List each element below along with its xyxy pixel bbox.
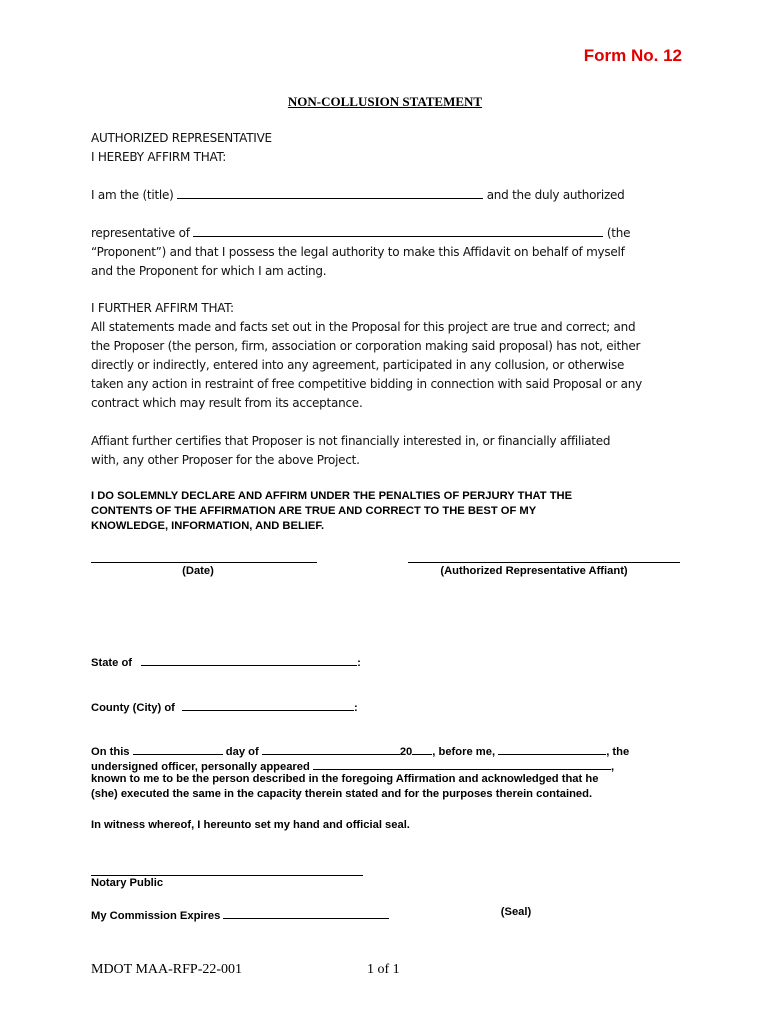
- county-field: [91, 698, 681, 716]
- footer-page-number: 1 of 1: [367, 962, 400, 977]
- the-label: , the: [606, 746, 630, 758]
- year-blank-field[interactable]: [412, 742, 432, 755]
- appeared-blank-field[interactable]: [313, 757, 611, 770]
- on-this-label: On this: [91, 746, 130, 758]
- day-blank-field[interactable]: [133, 742, 223, 755]
- county-label: County (City) of: [91, 702, 175, 714]
- affiant-line: Affiant further certifies that Proposer is not financially interested in, or financially affiliated: [91, 434, 611, 448]
- declaration-line: I DO SOLEMNLY DECLARE AND AFFIRM UNDER THE PENALTIES OF PERJURY THAT THE: [91, 490, 573, 502]
- declaration-line: KNOWLEDGE, INFORMATION, AND BELIEF.: [91, 520, 325, 532]
- title-suffix: and the duly authorized: [486, 188, 625, 202]
- state-field: [91, 653, 681, 671]
- before-me-label: , before me,: [432, 746, 496, 758]
- officer-blank-field[interactable]: [498, 742, 606, 755]
- representative-blank-field[interactable]: [193, 224, 603, 237]
- further-line: taken any action in restraint of free competitive bidding in connection with said Proposal or any: [91, 377, 642, 391]
- further-line: contract which may result from its acceptance.: [91, 396, 363, 410]
- state-colon: :: [357, 657, 361, 669]
- affiant-line: with, any other Proposer for the above Project.: [91, 453, 360, 467]
- declaration-line: CONTENTS OF THE AFFIRMATION ARE TRUE AND CORRECT TO THE BEST OF MY: [91, 505, 537, 517]
- witness-statement: In witness whereof, I hereunto set my hand and official seal.: [91, 819, 410, 831]
- notary-line-3: known to me to be the person described in the foregoing Affirmation and acknowledged that he: [91, 773, 599, 785]
- representative-suffix: (the: [606, 226, 631, 240]
- representative-prefix: representative of: [91, 226, 190, 240]
- state-blank-field[interactable]: [141, 653, 357, 666]
- further-line: directly or indirectly, entered into any agreement, participated in any collusion, or otherwise: [91, 358, 625, 372]
- representative-continuation-1: “Proponent”) and that I possess the legal authority to make this Affidavit on behalf of myself: [91, 245, 625, 259]
- appeared-comma: ,: [610, 761, 615, 773]
- day-of-label: day of: [225, 746, 259, 758]
- title-blank-field[interactable]: [177, 186, 483, 199]
- title-statement: [91, 186, 691, 205]
- seal-label: (Seal): [500, 906, 532, 918]
- commission-label: My Commission Expires: [91, 910, 221, 922]
- affiant-signature-line[interactable]: [408, 562, 680, 563]
- notary-public-label: Notary Public: [91, 877, 164, 889]
- form-number: Form No. 12: [583, 46, 682, 65]
- representative-continuation-2: and the Proponent for which I am acting.: [91, 264, 327, 278]
- date-signature-line[interactable]: [91, 562, 317, 563]
- representative-statement: [91, 224, 691, 243]
- title-prefix: I am the (title): [91, 188, 174, 202]
- date-caption: (Date): [182, 565, 214, 577]
- county-colon: :: [354, 702, 358, 714]
- further-line: All statements made and facts set out in the Proposal for this project are true and correct; and: [91, 320, 636, 334]
- year-label: 20: [399, 746, 413, 758]
- commission-blank-field[interactable]: [223, 906, 389, 919]
- affiant-caption: (Authorized Representative Affiant): [440, 565, 628, 577]
- further-heading: I FURTHER AFFIRM THAT:: [91, 301, 234, 315]
- intro-line-2: I HEREBY AFFIRM THAT:: [91, 150, 227, 164]
- commission-field: [91, 906, 681, 924]
- notary-line-4: (she) executed the same in the capacity therein stated and for the purposes therein contained.: [91, 788, 593, 800]
- document-title: NON-COLLUSION STATEMENT: [287, 94, 483, 109]
- month-blank-field[interactable]: [262, 742, 400, 755]
- further-line: the Proposer (the person, firm, association or corporation making said proposal) has not, either: [91, 339, 641, 353]
- state-label: State of: [91, 657, 133, 669]
- intro-line-1: AUTHORIZED REPRESENTATIVE: [91, 131, 272, 145]
- footer-doc-id: MDOT MAA-RFP-22-001: [91, 962, 243, 977]
- county-blank-field[interactable]: [182, 698, 354, 711]
- personally-appeared-label: undersigned officer, personally appeared: [91, 761, 310, 773]
